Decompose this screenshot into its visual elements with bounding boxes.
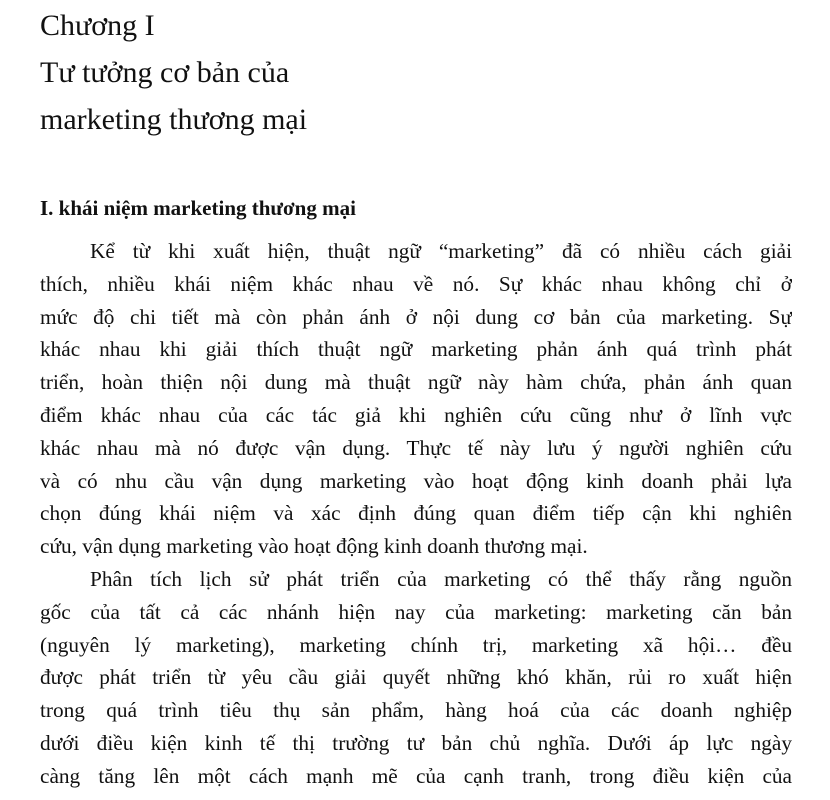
chapter-heading bbox=[40, 2, 307, 143]
paragraph bbox=[40, 235, 792, 563]
text-line: được phát triển từ yêu cầu giải quyết những khó khăn, rủi ro xuất hiện bbox=[40, 665, 792, 690]
text-line: mức độ chi tiết mà còn phản ánh ở nội dung cơ bản của marketing. Sự bbox=[40, 304, 792, 329]
text-line: chọn đúng khái niệm và xác định đúng quan điểm tiếp cận khi nghiên bbox=[40, 501, 792, 526]
text-line: trong quá trình tiêu thụ sản phẩm, hàng hoá của các doanh nghiệp bbox=[40, 698, 792, 723]
chapter-number: Chương I bbox=[40, 9, 155, 42]
text-line: khác nhau khi giải thích thuật ngữ marketing phản ánh quá trình phát bbox=[40, 337, 792, 362]
text-line: dưới điều kiện kinh tế thị trường tư bản chủ nghĩa. Dưới áp lực ngày bbox=[40, 730, 792, 755]
text-line: (nguyên lý marketing), marketing chính trị, marketing xã hội… đều bbox=[40, 632, 792, 657]
text-line: càng tăng lên một cách mạnh mẽ của cạnh tranh, trong điều kiện của bbox=[40, 763, 792, 788]
section-heading: I. khái niệm marketing thương mại bbox=[40, 196, 356, 220]
body-text bbox=[40, 235, 792, 793]
text-line: triển, hoàn thiện nội dung mà thuật ngữ này hàm chứa, phản ánh quan bbox=[40, 370, 792, 395]
chapter-title-line: Tư tưởng cơ bản của bbox=[40, 56, 290, 89]
chapter-title-line: marketing thương mại bbox=[40, 103, 308, 136]
text-line: điểm khác nhau của các tác giả khi nghiên cứu cũng như ở lĩnh vực bbox=[40, 402, 792, 427]
text-line: khác nhau mà nó được vận dụng. Thực tế này lưu ý người nghiên cứu bbox=[40, 435, 792, 460]
text-line: Kể từ khi xuất hiện, thuật ngữ “marketing” đã có nhiều cách giải bbox=[90, 239, 792, 263]
text-line: gốc của tất cả các nhánh hiện nay của marketing: marketing căn bản bbox=[40, 599, 792, 624]
text-line: Phân tích lịch sử phát triển của marketing có thể thấy rằng nguồn bbox=[90, 566, 792, 591]
text-line: thích, nhiều khái niệm khác nhau về nó. Sự khác nhau không chỉ ở bbox=[40, 271, 792, 296]
text-line: cứu, vận dụng marketing vào hoạt động kinh doanh thương mại. bbox=[40, 534, 588, 559]
text-line: và có nhu cầu vận dụng marketing vào hoạt động kinh doanh phải lựa bbox=[40, 468, 792, 493]
paragraph bbox=[40, 563, 792, 793]
